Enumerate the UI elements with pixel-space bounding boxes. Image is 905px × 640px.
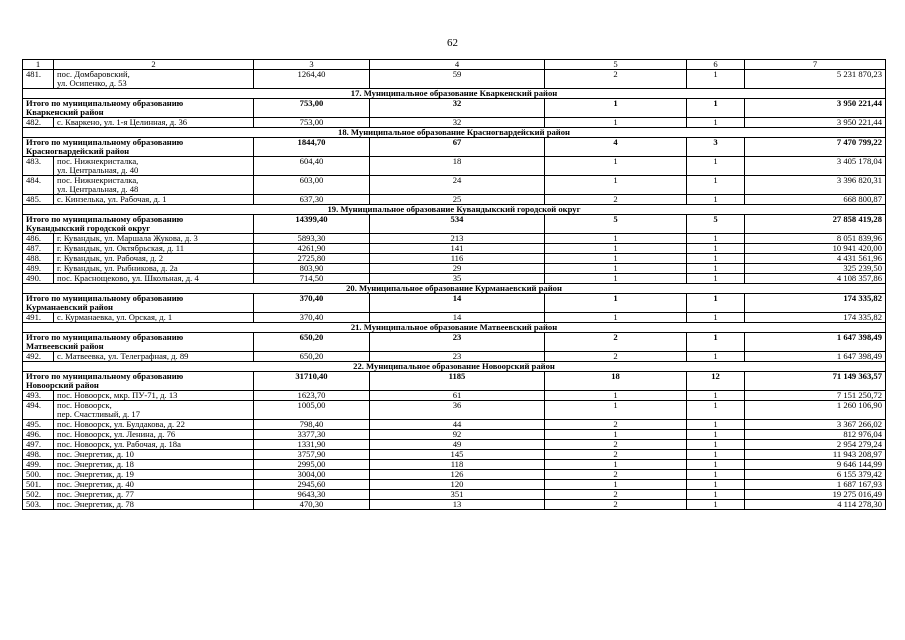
count-cell: 1 [687, 195, 745, 205]
amount-cell: 4 114 278,30 [745, 500, 886, 510]
subtotal-label: Итого по муниципальному образованию Кваркенский район [23, 99, 254, 118]
table-row [23, 480, 886, 490]
column-header: 6 [687, 60, 745, 70]
residents-cell: 23 [370, 333, 545, 352]
subtotal-row [23, 333, 886, 352]
count-cell: 2 [545, 70, 687, 89]
address-cell: г. Кувандык, ул. Октябрьская, д. 11 [54, 244, 254, 254]
area-cell: 753,00 [254, 118, 370, 128]
count-cell: 2 [545, 440, 687, 450]
count-cell: 1 [545, 99, 687, 118]
row-number: 488. [23, 254, 54, 264]
row-number: 489. [23, 264, 54, 274]
count-cell: 1 [687, 244, 745, 254]
table-row [23, 70, 886, 89]
row-number: 485. [23, 195, 54, 205]
page-number: 62 [447, 37, 458, 49]
count-cell: 1 [687, 401, 745, 420]
count-cell: 1 [545, 391, 687, 401]
amount-cell: 27 858 419,28 [745, 215, 886, 234]
table-row [23, 440, 886, 450]
amount-cell: 5 231 870,23 [745, 70, 886, 89]
count-cell: 2 [545, 333, 687, 352]
section-heading-row [23, 205, 886, 215]
address-cell: пос. Новоорск, ул. Ленина, д. 76 [54, 430, 254, 440]
subtotal-label: Итого по муниципальному образованию Матвеевский район [23, 333, 254, 352]
count-cell: 1 [545, 244, 687, 254]
address-cell: пос. Энергетик, д. 19 [54, 470, 254, 480]
section-title: 20. Муниципальное образование Курманаевский район [23, 284, 886, 294]
area-cell: 370,40 [254, 294, 370, 313]
count-cell: 1 [545, 264, 687, 274]
area-cell: 637,30 [254, 195, 370, 205]
count-cell: 1 [545, 118, 687, 128]
amount-cell: 812 976,04 [745, 430, 886, 440]
table-row [23, 157, 886, 176]
row-number: 496. [23, 430, 54, 440]
area-cell: 1264,40 [254, 70, 370, 89]
count-cell: 1 [687, 460, 745, 470]
count-cell: 1 [545, 430, 687, 440]
count-cell: 1 [687, 450, 745, 460]
count-cell: 1 [687, 99, 745, 118]
address-cell: пос. Нижнекристалка, ул. Центральная, д. 48 [54, 176, 254, 195]
row-number: 483. [23, 157, 54, 176]
residents-cell: 120 [370, 480, 545, 490]
address-cell: г. Кувандык, ул. Рыбникова, д. 2а [54, 264, 254, 274]
amount-cell: 3 367 266,02 [745, 420, 886, 430]
address-cell: пос. Энергетик, д. 10 [54, 450, 254, 460]
count-cell: 1 [687, 470, 745, 480]
count-cell: 18 [545, 372, 687, 391]
amount-cell: 11 943 208,97 [745, 450, 886, 460]
row-number: 498. [23, 450, 54, 460]
amount-cell: 3 405 178,04 [745, 157, 886, 176]
row-number: 495. [23, 420, 54, 430]
subtotal-row [23, 99, 886, 118]
count-cell: 1 [687, 70, 745, 89]
residents-cell: 116 [370, 254, 545, 264]
count-cell: 1 [687, 118, 745, 128]
address-cell: г. Кувандык, ул. Маршала Жукова, д. 3 [54, 234, 254, 244]
area-cell: 803,90 [254, 264, 370, 274]
residents-cell: 59 [370, 70, 545, 89]
row-number: 502. [23, 490, 54, 500]
subtotal-row [23, 372, 886, 391]
section-title: 18. Муниципальное образование Красногвардейский район [23, 128, 886, 138]
residents-cell: 213 [370, 234, 545, 244]
table-row [23, 254, 886, 264]
amount-cell: 4 431 561,96 [745, 254, 886, 264]
table-row [23, 313, 886, 323]
address-cell: с. Кваркено, ул. 1-я Целинная, д. 36 [54, 118, 254, 128]
row-number: 503. [23, 500, 54, 510]
count-cell: 2 [545, 352, 687, 362]
residents-cell: 24 [370, 176, 545, 195]
count-cell: 1 [687, 294, 745, 313]
table-row [23, 234, 886, 244]
table-row [23, 264, 886, 274]
amount-cell: 9 646 144,99 [745, 460, 886, 470]
area-cell: 3757,90 [254, 450, 370, 460]
count-cell: 2 [545, 500, 687, 510]
count-cell: 2 [545, 450, 687, 460]
area-cell: 603,00 [254, 176, 370, 195]
area-cell: 370,40 [254, 313, 370, 323]
row-number: 487. [23, 244, 54, 254]
area-cell: 1331,90 [254, 440, 370, 450]
area-cell: 470,30 [254, 500, 370, 510]
column-header: 3 [254, 60, 370, 70]
section-heading-row [23, 362, 886, 372]
count-cell: 1 [687, 176, 745, 195]
residents-cell: 61 [370, 391, 545, 401]
column-number-row [23, 60, 886, 70]
residents-cell: 534 [370, 215, 545, 234]
section-title: 19. Муниципальное образование Кувандыкский городской округ [23, 205, 886, 215]
area-cell: 650,20 [254, 352, 370, 362]
count-cell: 2 [545, 195, 687, 205]
residents-cell: 23 [370, 352, 545, 362]
section-heading-row [23, 284, 886, 294]
area-cell: 1005,00 [254, 401, 370, 420]
residents-cell: 141 [370, 244, 545, 254]
area-cell: 1623,70 [254, 391, 370, 401]
address-cell: пос. Нижнекристалка, ул. Центральная, д. 40 [54, 157, 254, 176]
count-cell: 1 [687, 352, 745, 362]
section-title: 17. Муниципальное образование Кваркенский район [23, 89, 886, 99]
housing-register-table [22, 59, 886, 510]
residents-cell: 118 [370, 460, 545, 470]
count-cell: 1 [687, 440, 745, 450]
count-cell: 2 [545, 490, 687, 500]
section-heading-row [23, 128, 886, 138]
column-header: 5 [545, 60, 687, 70]
count-cell: 1 [687, 490, 745, 500]
table-row [23, 118, 886, 128]
row-number: 481. [23, 70, 54, 89]
count-cell: 1 [545, 460, 687, 470]
address-cell: пос. Энергетик, д. 77 [54, 490, 254, 500]
amount-cell: 174 335,82 [745, 294, 886, 313]
residents-cell: 13 [370, 500, 545, 510]
residents-cell: 29 [370, 264, 545, 274]
count-cell: 12 [687, 372, 745, 391]
table-row [23, 460, 886, 470]
column-header: 7 [745, 60, 886, 70]
area-cell: 753,00 [254, 99, 370, 118]
subtotal-label: Итого по муниципальному образованию Курманаевский район [23, 294, 254, 313]
area-cell: 2995,00 [254, 460, 370, 470]
table-row [23, 352, 886, 362]
table-row [23, 401, 886, 420]
count-cell: 1 [687, 157, 745, 176]
area-cell: 31710,40 [254, 372, 370, 391]
count-cell: 1 [687, 391, 745, 401]
area-cell: 650,20 [254, 333, 370, 352]
section-title: 22. Муниципальное образование Новоорский район [23, 362, 886, 372]
table-row [23, 391, 886, 401]
address-cell: пос. Энергетик, д. 40 [54, 480, 254, 490]
count-cell: 1 [545, 313, 687, 323]
amount-cell: 3 950 221,44 [745, 118, 886, 128]
row-number: 486. [23, 234, 54, 244]
amount-cell: 2 954 279,24 [745, 440, 886, 450]
amount-cell: 325 239,50 [745, 264, 886, 274]
count-cell: 2 [545, 420, 687, 430]
count-cell: 3 [687, 138, 745, 157]
table-row [23, 420, 886, 430]
row-number: 482. [23, 118, 54, 128]
count-cell: 1 [687, 420, 745, 430]
count-cell: 1 [545, 234, 687, 244]
row-number: 490. [23, 274, 54, 284]
subtotal-row [23, 215, 886, 234]
count-cell: 5 [687, 215, 745, 234]
amount-cell: 174 335,82 [745, 313, 886, 323]
amount-cell: 71 149 363,57 [745, 372, 886, 391]
count-cell: 5 [545, 215, 687, 234]
amount-cell: 7 470 799,22 [745, 138, 886, 157]
amount-cell: 6 155 379,42 [745, 470, 886, 480]
address-cell: пос. Энергетик, д. 18 [54, 460, 254, 470]
column-header: 1 [23, 60, 54, 70]
residents-cell: 35 [370, 274, 545, 284]
address-cell: г. Кувандык, ул. Рабочая, д. 2 [54, 254, 254, 264]
row-number: 499. [23, 460, 54, 470]
count-cell: 1 [545, 401, 687, 420]
amount-cell: 3 396 820,31 [745, 176, 886, 195]
count-cell: 1 [687, 333, 745, 352]
area-cell: 9643,30 [254, 490, 370, 500]
count-cell: 1 [687, 234, 745, 244]
residents-cell: 126 [370, 470, 545, 480]
table-row [23, 500, 886, 510]
residents-cell: 1185 [370, 372, 545, 391]
address-cell: пос. Новоорск, пер. Счастливый, д. 17 [54, 401, 254, 420]
subtotal-label: Итого по муниципальному образованию Новоорский район [23, 372, 254, 391]
area-cell: 3004,00 [254, 470, 370, 480]
row-number: 497. [23, 440, 54, 450]
amount-cell: 8 051 839,96 [745, 234, 886, 244]
column-header: 2 [54, 60, 254, 70]
count-cell: 1 [687, 274, 745, 284]
row-number: 500. [23, 470, 54, 480]
count-cell: 1 [687, 480, 745, 490]
address-cell: пос. Новоорск, ул. Рабочая, д. 18а [54, 440, 254, 450]
address-cell: с. Кинзелька, ул. Рабочая, д. 1 [54, 195, 254, 205]
count-cell: 1 [545, 254, 687, 264]
row-number: 484. [23, 176, 54, 195]
residents-cell: 18 [370, 157, 545, 176]
table-row [23, 490, 886, 500]
count-cell: 4 [545, 138, 687, 157]
count-cell: 1 [687, 264, 745, 274]
residents-cell: 67 [370, 138, 545, 157]
count-cell: 1 [545, 176, 687, 195]
amount-cell: 7 151 250,72 [745, 391, 886, 401]
row-number: 491. [23, 313, 54, 323]
address-cell: пос. Краснощеково, ул. Школьная, д. 4 [54, 274, 254, 284]
area-cell: 798,40 [254, 420, 370, 430]
subtotal-row [23, 294, 886, 313]
amount-cell: 19 275 016,49 [745, 490, 886, 500]
area-cell: 3377,30 [254, 430, 370, 440]
area-cell: 2945,60 [254, 480, 370, 490]
area-cell: 5893,30 [254, 234, 370, 244]
residents-cell: 49 [370, 440, 545, 450]
table-row [23, 176, 886, 195]
table-row [23, 195, 886, 205]
residents-cell: 25 [370, 195, 545, 205]
area-cell: 604,40 [254, 157, 370, 176]
row-number: 492. [23, 352, 54, 362]
residents-cell: 36 [370, 401, 545, 420]
count-cell: 1 [545, 480, 687, 490]
subtotal-label: Итого по муниципальному образованию Кувандыкский городской округ [23, 215, 254, 234]
amount-cell: 10 941 420,00 [745, 244, 886, 254]
residents-cell: 44 [370, 420, 545, 430]
amount-cell: 1 647 398,49 [745, 352, 886, 362]
column-header: 4 [370, 60, 545, 70]
section-heading-row [23, 323, 886, 333]
address-cell: пос. Новоорск, мкр. ПУ-71, д. 13 [54, 391, 254, 401]
residents-cell: 92 [370, 430, 545, 440]
row-number: 494. [23, 401, 54, 420]
table-row [23, 274, 886, 284]
row-number: 501. [23, 480, 54, 490]
address-cell: пос. Энергетик, д. 78 [54, 500, 254, 510]
residents-cell: 145 [370, 450, 545, 460]
area-cell: 1844,70 [254, 138, 370, 157]
table-row [23, 470, 886, 480]
amount-cell: 1 687 167,93 [745, 480, 886, 490]
count-cell: 1 [687, 313, 745, 323]
residents-cell: 32 [370, 99, 545, 118]
row-number: 493. [23, 391, 54, 401]
amount-cell: 4 108 357,86 [745, 274, 886, 284]
amount-cell: 3 950 221,44 [745, 99, 886, 118]
count-cell: 1 [545, 274, 687, 284]
count-cell: 2 [545, 470, 687, 480]
section-heading-row [23, 89, 886, 99]
amount-cell: 668 800,87 [745, 195, 886, 205]
area-cell: 2725,80 [254, 254, 370, 264]
address-cell: с. Курманаевка, ул. Орская, д. 1 [54, 313, 254, 323]
count-cell: 1 [687, 500, 745, 510]
table-row [23, 450, 886, 460]
table-row [23, 244, 886, 254]
count-cell: 1 [687, 430, 745, 440]
residents-cell: 32 [370, 118, 545, 128]
table-row [23, 430, 886, 440]
area-cell: 714,50 [254, 274, 370, 284]
residents-cell: 351 [370, 490, 545, 500]
count-cell: 1 [545, 157, 687, 176]
count-cell: 1 [545, 294, 687, 313]
subtotal-label: Итого по муниципальному образованию Красногвардейский район [23, 138, 254, 157]
residents-cell: 14 [370, 313, 545, 323]
address-cell: пос. Новоорск, ул. Булдакова, д. 22 [54, 420, 254, 430]
residents-cell: 14 [370, 294, 545, 313]
amount-cell: 1 647 398,49 [745, 333, 886, 352]
amount-cell: 1 260 106,90 [745, 401, 886, 420]
address-cell: с. Матвеевка, ул. Телеграфная, д. 89 [54, 352, 254, 362]
area-cell: 4261,90 [254, 244, 370, 254]
section-title: 21. Муниципальное образование Матвеевский район [23, 323, 886, 333]
count-cell: 1 [687, 254, 745, 264]
subtotal-row [23, 138, 886, 157]
area-cell: 14399,40 [254, 215, 370, 234]
address-cell: пос. Домбаровский, ул. Осипенко, д. 53 [54, 70, 254, 89]
